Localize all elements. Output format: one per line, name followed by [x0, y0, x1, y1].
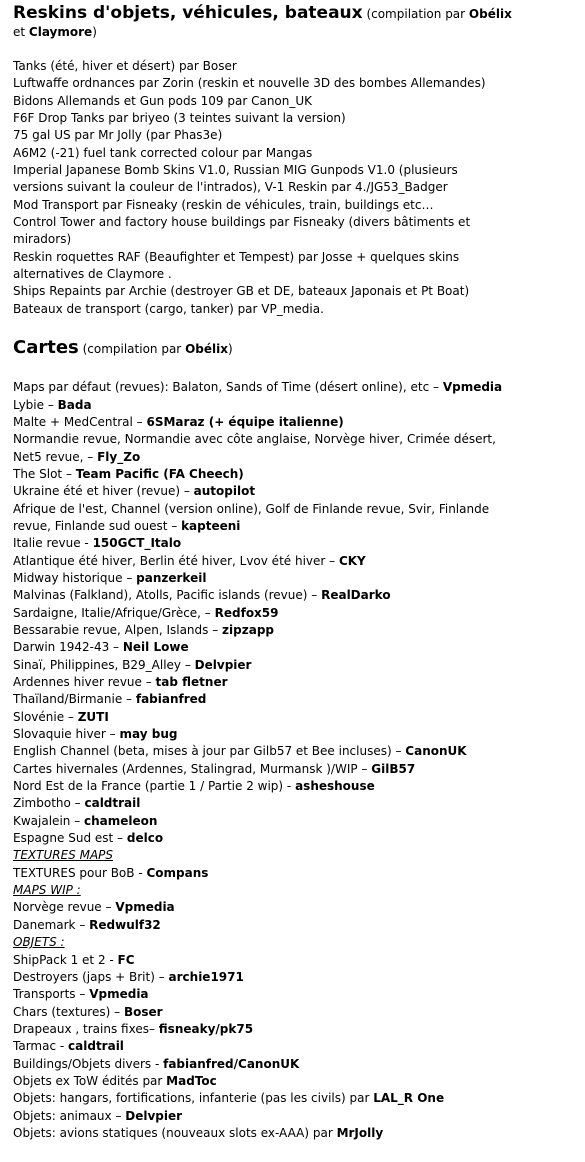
list-item — [13, 743, 573, 760]
entry-text: Chars (textures) – — [13, 1004, 124, 1019]
list-item — [13, 449, 573, 466]
list-item — [13, 830, 573, 847]
entry-text: Normandie revue, Normandie avec côte anglaise, Norvège hiver, Crimée désert, — [13, 432, 496, 447]
cartes-title-line — [13, 336, 573, 361]
reskins-compiler-1: Obélix — [468, 7, 512, 21]
entry-author: may bug — [119, 727, 178, 742]
entry-text: Cartes hivernales (Ardennes, Stalingrad, Murmansk )/WIP – — [13, 761, 372, 776]
list-item — [13, 969, 573, 986]
reskin-item: Control Tower and factory house buildings par Fisneaky (divers bâtiments et — [13, 215, 471, 230]
entry-text: Slovénie – — [13, 709, 78, 724]
list-item — [13, 1108, 573, 1125]
entry-author: 6SMaraz (+ équipe italienne) — [146, 414, 344, 429]
entry-author: Bada — [57, 397, 92, 412]
entry-author: Fly_Zo — [97, 449, 141, 464]
list-item — [13, 761, 573, 778]
entry-author: CKY — [338, 553, 366, 568]
entry-text: Malvinas (Falkland), Atolls, Pacific islands (revue) – — [13, 588, 322, 603]
entry-text: Objets: animaux – — [13, 1108, 126, 1123]
entry-text: Sardaigne, Italie/Afrique/Grèce, – — [13, 605, 215, 620]
textures-maps-heading: TEXTURES MAPS — [13, 848, 114, 863]
entry-author: Redwulf32 — [89, 917, 161, 932]
reskins-compiled-prefix: (compilation par — [362, 7, 469, 21]
list-item — [13, 899, 573, 916]
entry-author: autopilot — [193, 484, 256, 499]
entry-author: fabianfred — [135, 692, 207, 707]
reskin-item: Tanks (été, hiver et désert) par Boser — [13, 59, 237, 73]
list-item — [13, 1056, 573, 1073]
textures-list — [13, 865, 573, 882]
list-item — [13, 865, 573, 882]
reskin-item: Luftwaffe ordnances par Zorin (reskin et nouvelle 3D des bombes Allemandes) — [13, 76, 486, 91]
list-item — [13, 518, 573, 535]
list-item — [13, 778, 573, 795]
entry-author: fisneaky/pk75 — [158, 1021, 254, 1036]
entry-author: RealDarko — [321, 588, 391, 603]
maps-wip-heading: MAPS WIP : — [13, 883, 81, 898]
reskin-item: miradors) — [13, 232, 72, 247]
entry-author: ZUTI — [77, 709, 109, 724]
entry-author: Team Pacific (FA Cheech) — [75, 466, 244, 481]
cartes-compiled-suffix: ) — [227, 342, 233, 357]
reskin-item: Ships Repaints par Archie (destroyer GB et DE, bateaux Japonais et Pt Boat) — [13, 284, 470, 299]
entry-text: Tarmac - — [13, 1039, 69, 1054]
list-item — [13, 1125, 573, 1142]
list-item — [13, 414, 573, 431]
list-item — [13, 639, 573, 656]
entry-author: panzerkeil — [136, 570, 207, 585]
entry-text: Objets ex ToW édités par — [13, 1073, 167, 1088]
list-item — [13, 1004, 573, 1021]
entry-author: LAL_R One — [373, 1091, 445, 1106]
reskin-item: Bateaux de transport (cargo, tanker) par VP_media. — [13, 301, 324, 316]
entry-text: Drapeaux , trains fixes– — [13, 1021, 159, 1036]
entry-author: FC — [117, 952, 135, 967]
entry-text: Malte + MedCentral – — [13, 414, 147, 429]
list-item — [13, 431, 573, 448]
entry-author: kapteeni — [181, 518, 241, 533]
entry-author: MrJolly — [336, 1125, 384, 1140]
entry-author: zipzapp — [222, 622, 274, 637]
reskin-item: versions suivant la couleur de l'intrados), V-1 Reskin par 4./JG53_Badger — [13, 180, 448, 195]
entry-author: asheshouse — [295, 779, 375, 794]
entry-author: 150GCT_Italo — [92, 536, 182, 551]
list-item — [13, 795, 573, 812]
entry-author: Redfox59 — [214, 605, 279, 620]
entry-text: Transports – — [13, 987, 90, 1002]
reskins-compiled-mid: et — [13, 25, 29, 39]
entry-text: Net5 revue, – — [13, 449, 98, 464]
list-item — [13, 570, 573, 587]
entry-author: tab fletner — [155, 675, 228, 689]
entry-text: Espagne Sud est – — [13, 831, 127, 846]
list-item — [13, 1038, 573, 1055]
entry-text: Midway historique – — [13, 570, 137, 585]
cartes-compiler: Obélix — [185, 342, 228, 357]
entry-author: Delvpier — [125, 1108, 183, 1123]
entry-author: Vpmedia — [115, 900, 175, 915]
entry-text: revue, Finlande sud ouest – — [13, 518, 182, 533]
document-page — [13, 4, 573, 1142]
entry-text: Thaïland/Birmanie – — [13, 692, 136, 707]
entry-text: Destroyers (japs + Brit) – — [13, 969, 169, 984]
entry-author: delco — [126, 831, 164, 846]
list-item — [13, 535, 573, 552]
list-item — [13, 622, 573, 639]
entry-text: Buildings/Objets divers - — [13, 1056, 164, 1071]
entry-author: Vpmedia — [89, 987, 149, 1002]
objets-heading: OBJETS : — [13, 935, 65, 950]
entry-text: Atlantique été hiver, Berlin été hiver, Lvov été hiver – — [13, 553, 339, 568]
list-item — [13, 726, 573, 743]
entry-text: Zimbotho – — [13, 796, 85, 811]
reskins-list — [13, 58, 573, 318]
reskin-item: Bidons Allemands et Gun pods 109 par Canon_UK — [13, 93, 313, 108]
entry-author: Vpmedia — [442, 380, 503, 395]
entry-author: CanonUK — [405, 744, 467, 759]
entry-text: ShipPack 1 et 2 - — [13, 952, 118, 967]
entry-author: caldtrail — [84, 796, 141, 811]
entry-author: archie1971 — [168, 969, 244, 984]
list-item — [13, 466, 573, 483]
cartes-compiled-prefix: (compilation par — [78, 342, 186, 357]
entry-author: GilB57 — [371, 761, 416, 776]
list-item — [13, 674, 573, 691]
entry-text: Norvège revue – — [13, 900, 116, 915]
list-item — [13, 605, 573, 622]
entry-text: Sinaï, Philippines, B29_Alley – — [13, 657, 195, 672]
reskins-compiled-suffix: ) — [92, 25, 97, 39]
entry-text: Objets: avions statiques (nouveaux slots ex-AAA) par — [13, 1125, 337, 1140]
list-item — [13, 1021, 573, 1038]
list-item — [13, 691, 573, 708]
list-item — [13, 986, 573, 1003]
entry-author: Neil Lowe — [122, 640, 189, 655]
entry-text: Darwin 1942-43 – — [13, 640, 123, 655]
entry-text: Afrique de l'est, Channel (version online), Golf de Finlande revue, Svir, Finlande — [13, 501, 490, 516]
list-item — [13, 709, 573, 726]
entry-text: Ukraine été et hiver (revue) – — [13, 484, 194, 499]
list-item — [13, 397, 573, 414]
reskins-title-line — [13, 4, 573, 24]
list-item — [13, 1073, 573, 1090]
reskin-item: 75 gal US par Mr Jolly (par Phas3e) — [13, 128, 223, 143]
entry-author: chameleon — [84, 813, 158, 828]
entry-text: English Channel (beta, mises à jour par Gilb57 et Bee incluses) – — [13, 744, 406, 759]
entry-text: Objets: hangars, fortifications, infanterie (pas les civils) par — [13, 1091, 374, 1106]
entry-text: Maps par défaut (revues): Balaton, Sands of Time (désert online), etc – — [13, 380, 443, 395]
reskin-item: F6F Drop Tanks par briyeo (3 teintes suivant la version) — [13, 111, 346, 126]
entry-text: Kwajalein – — [13, 813, 85, 828]
entry-text: TEXTURES pour BoB - — [13, 865, 147, 880]
objets-list — [13, 952, 573, 1143]
entry-text: Danemark – — [13, 917, 90, 932]
spacer — [13, 41, 573, 58]
cartes-list — [13, 379, 573, 847]
list-item — [13, 501, 573, 518]
list-item — [13, 483, 573, 500]
list-item — [13, 587, 573, 604]
entry-text: Slovaquie hiver – — [13, 727, 120, 742]
cartes-title: Cartes — [13, 337, 79, 359]
reskin-item: Reskin roquettes RAF (Beaufighter et Tempest) par Josse + quelques skins — [13, 249, 460, 264]
reskin-item: Imperial Japanese Bomb Skins V1.0, Russian MIG Gunpods V1.0 (plusieurs — [13, 163, 458, 178]
entry-author: Compans — [146, 865, 209, 880]
entry-text: Bessarabie revue, Alpen, Islands – — [13, 622, 223, 637]
list-item — [13, 1090, 573, 1107]
list-item — [13, 553, 573, 570]
list-item — [13, 813, 573, 830]
spacer — [13, 361, 573, 379]
entry-text: Nord Est de la France (partie 1 / Partie 2 wip) - — [13, 779, 296, 794]
reskin-item: Mod Transport par Fisneaky (reskin de véhicules, train, buildings etc… — [13, 197, 434, 212]
reskins-title: Reskins d'objets, véhicules, bateaux — [13, 3, 363, 23]
entry-text: Ardennes hiver revue – — [13, 675, 156, 689]
entry-text: Lybie – — [13, 397, 58, 412]
entry-author: Boser — [123, 1004, 163, 1019]
list-item — [13, 657, 573, 674]
reskin-item: A6M2 (-21) fuel tank corrected colour par Mangas — [13, 145, 313, 160]
list-item — [13, 952, 573, 969]
entry-author: Delvpier — [194, 657, 252, 672]
list-item — [13, 379, 573, 396]
reskins-compiler-2: Claymore — [28, 25, 93, 39]
entry-author: caldtrail — [68, 1039, 124, 1054]
maps-wip-list — [13, 899, 573, 934]
entry-author: MadToc — [166, 1073, 217, 1088]
entry-text: The Slot – — [13, 466, 76, 481]
entry-text: Italie revue - — [13, 536, 93, 551]
reskins-section — [13, 4, 573, 318]
reskin-item: alternatives de Claymore . — [13, 267, 172, 282]
reskins-title-continuation — [13, 24, 573, 41]
cartes-section — [13, 336, 573, 1142]
entry-author: fabianfred/CanonUK — [163, 1056, 300, 1071]
spacer — [13, 318, 573, 336]
list-item — [13, 917, 573, 934]
